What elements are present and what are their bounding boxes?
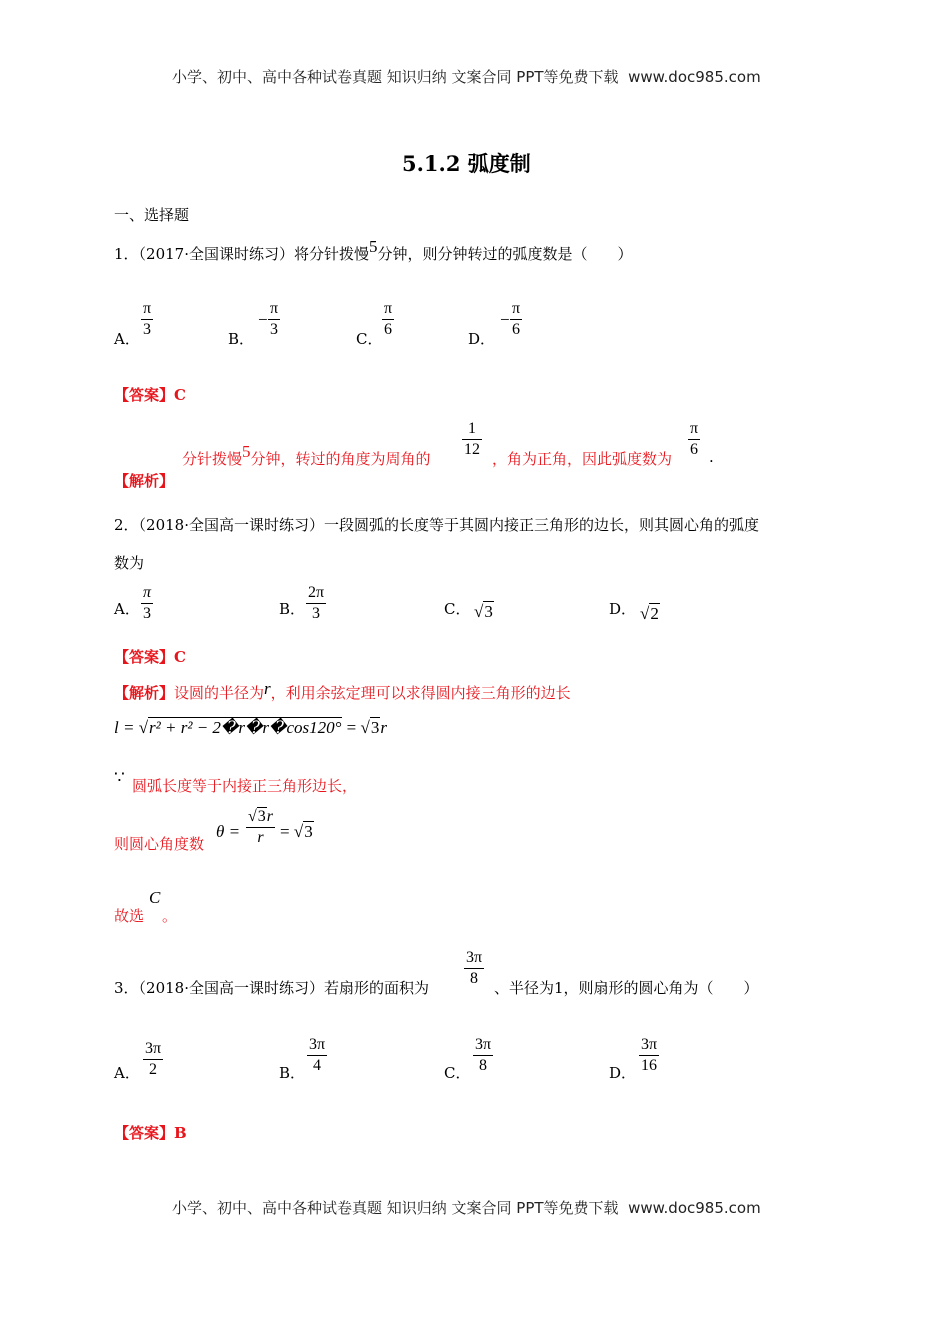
footer-url: www.doc985.com	[628, 1199, 761, 1217]
page-footer	[172, 1197, 761, 1218]
therefore-icon: ∵	[114, 768, 125, 787]
q2-choose: 故选	[114, 907, 145, 925]
q1-analysis-fraction-2: π 6	[690, 420, 699, 458]
q3-option-a-label: A．	[114, 1064, 140, 1082]
header-text: 小学、初中、高中各种试卷真题 知识归纳 文案合同 PPT等免费下载	[172, 68, 619, 86]
question-3-stem: 3．（2018·全国高一课时练习）若扇形的面积为	[114, 979, 429, 997]
footer-text: 小学、初中、高中各种试卷真题 知识归纳 文案合同 PPT等免费下载	[172, 1199, 619, 1217]
q3-area-fraction: 3π 8	[466, 949, 483, 987]
q3-option-c-fraction: 3π 8	[475, 1036, 492, 1074]
page-header	[172, 66, 761, 87]
q3-option-a-fraction: 3π 2	[145, 1040, 162, 1078]
q3-option-d-fraction: 3π 16	[641, 1036, 658, 1074]
q2-theta-result: = √3	[280, 822, 313, 841]
q2-option-b-label: B．	[279, 600, 306, 618]
q3-option-c-label: C．	[444, 1064, 471, 1082]
q2-option-a-label: A．	[114, 600, 140, 618]
q3-option-b-label: B．	[279, 1064, 306, 1082]
q1-analysis-fraction-1: 1 12	[464, 420, 480, 458]
q3-answer: 【答案】B	[114, 1124, 187, 1142]
q2-analysis-line-2: 圆弧长度等于内接正三角形边长，	[132, 777, 358, 795]
question-2-stem: 2．（2018·全国高一课时练习）一段圆弧的长度等于其圆内接正三角形的边长，则其圆心角的弧度	[114, 516, 759, 534]
q2-formula: l = √r² + r² − 2�r�r�cos120° = √3r	[114, 718, 387, 737]
q2-option-a-fraction: π 3	[143, 584, 152, 622]
question-1-stem: 1．（2017·全国课时练习）将分针拨慢5分钟，则分钟转过的弧度数是（ ）	[114, 237, 633, 263]
q1-option-a-fraction: π 3	[143, 300, 152, 338]
q2-answer: 【答案】C	[114, 648, 186, 666]
q2-option-b-fraction: 2π 3	[308, 584, 325, 622]
question-number: 3．	[114, 979, 139, 997]
question-number: 1．	[114, 245, 139, 263]
q2-analysis: 【解析】设圆的半径为r，利用余弦定理可以求得圆内接三角形的边长	[114, 679, 571, 702]
q3-option-d-label: D．	[609, 1064, 637, 1082]
q1-analysis-text: 分针拨慢5分钟，转过的角度为周角的	[182, 442, 431, 468]
q1-option-b-fraction: π 3	[270, 300, 279, 338]
q1-answer: 【答案】C	[114, 386, 186, 404]
q1-analysis-label: 【解析】	[114, 472, 175, 490]
question-3-stem-cont: 、半径为1，则扇形的圆心角为（ ）	[494, 979, 759, 997]
q2-option-c-label: C．	[444, 600, 471, 618]
q2-option-d-sqrt: √2	[640, 604, 659, 623]
question-2-stem-cont: 数为	[114, 554, 145, 572]
q3-option-b-fraction: 3π 4	[309, 1036, 326, 1074]
q1-analysis-text-2: ，角为正角，因此弧度数为	[492, 450, 673, 468]
q1-option-c-fraction: π 6	[384, 300, 393, 338]
q2-theta-fraction: √3r r	[248, 808, 274, 846]
header-url: www.doc985.com	[628, 68, 761, 86]
question-number: 2．	[114, 516, 139, 534]
q1-option-b-label: B．	[228, 330, 255, 348]
q1-option-c-label: C．	[356, 330, 383, 348]
q2-option-d-label: D．	[609, 600, 637, 618]
q2-analysis-line-3: 则圆心角度数	[114, 835, 205, 853]
q1-option-d-fraction: π 6	[512, 300, 521, 338]
page-title: 5.1.2 弧度制	[402, 151, 531, 176]
q2-option-c-sqrt: √3	[474, 602, 493, 621]
q1-option-d-label: D．	[468, 330, 496, 348]
q1-option-a-label: A．	[114, 330, 140, 348]
section-heading: 一、选择题	[114, 206, 190, 224]
